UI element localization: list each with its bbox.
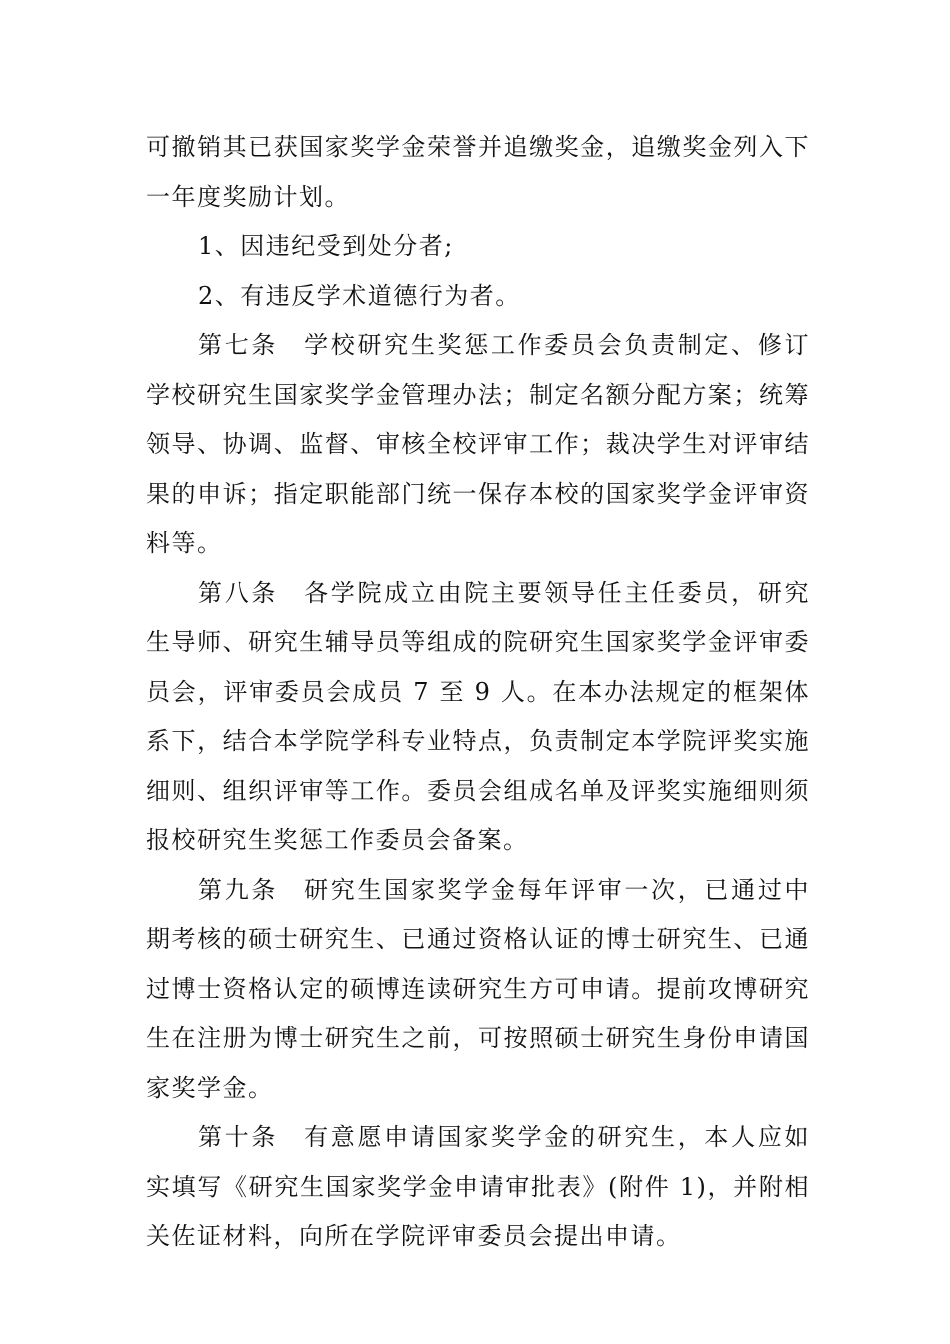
list-item-2 [146,272,810,322]
article-7 [146,321,810,569]
paragraph-text: 1、因违纪受到处分者; [198,232,454,260]
article-9 [146,866,810,1114]
document-body [146,123,810,1262]
list-item-1 [146,222,810,272]
article-text: 有意愿申请国家奖学金的研究生，本人应如实填写《研究生国家奖学金申请审批表》(附件 1)，并附相关佐证材料，向所在学院评审委员会提出申请。 [146,1123,811,1250]
paragraph-text: 2、有违反学术道德行为者。 [198,281,521,310]
article-label: 第九条 [198,875,279,904]
article-label: 第八条 [198,578,279,607]
article-10 [146,1113,810,1262]
article-label: 第十条 [198,1123,279,1151]
article-text: 各学院成立由院主要领导任主任委员，研究生导师、研究生辅导员等组成的院研究生国家奖学金评审委员会，评审委员会成员 7 至 9 人。在本办法规定的框架体系下，结合本学院学科专业特点，负责制定本学院评奖实施细则、组织评审等工作。委员会组成名单及评奖实施细则须报校研究生奖惩工作委员会备案。 [146,578,811,854]
article-text: 研究生国家奖学金每年评审一次，已通过中期考核的硕士研究生、已通过资格认证的博士研究生、已通过博士资格认定的硕博连读研究生方可申请。提前攻博研究生在注册为博士研究生之前，可按照硕士研究生身份申请国家奖学金。 [146,875,811,1102]
article-text: 学校研究生奖惩工作委员会负责制定、修订学校研究生国家奖学金管理办法；制定名额分配方案；统筹领导、协调、监督、审核全校评审工作；裁决学生对评审结果的申诉；指定职能部门统一保存本校的国家奖学金评审资料等。 [146,331,811,557]
paragraph-text: 可撤销其已获国家奖学金荣誉并追缴奖金，追缴奖金列入下一年度奖励计划。 [146,133,810,211]
article-8 [146,569,810,866]
article-label: 第七条 [198,331,279,359]
paragraph-continuation [146,123,810,222]
